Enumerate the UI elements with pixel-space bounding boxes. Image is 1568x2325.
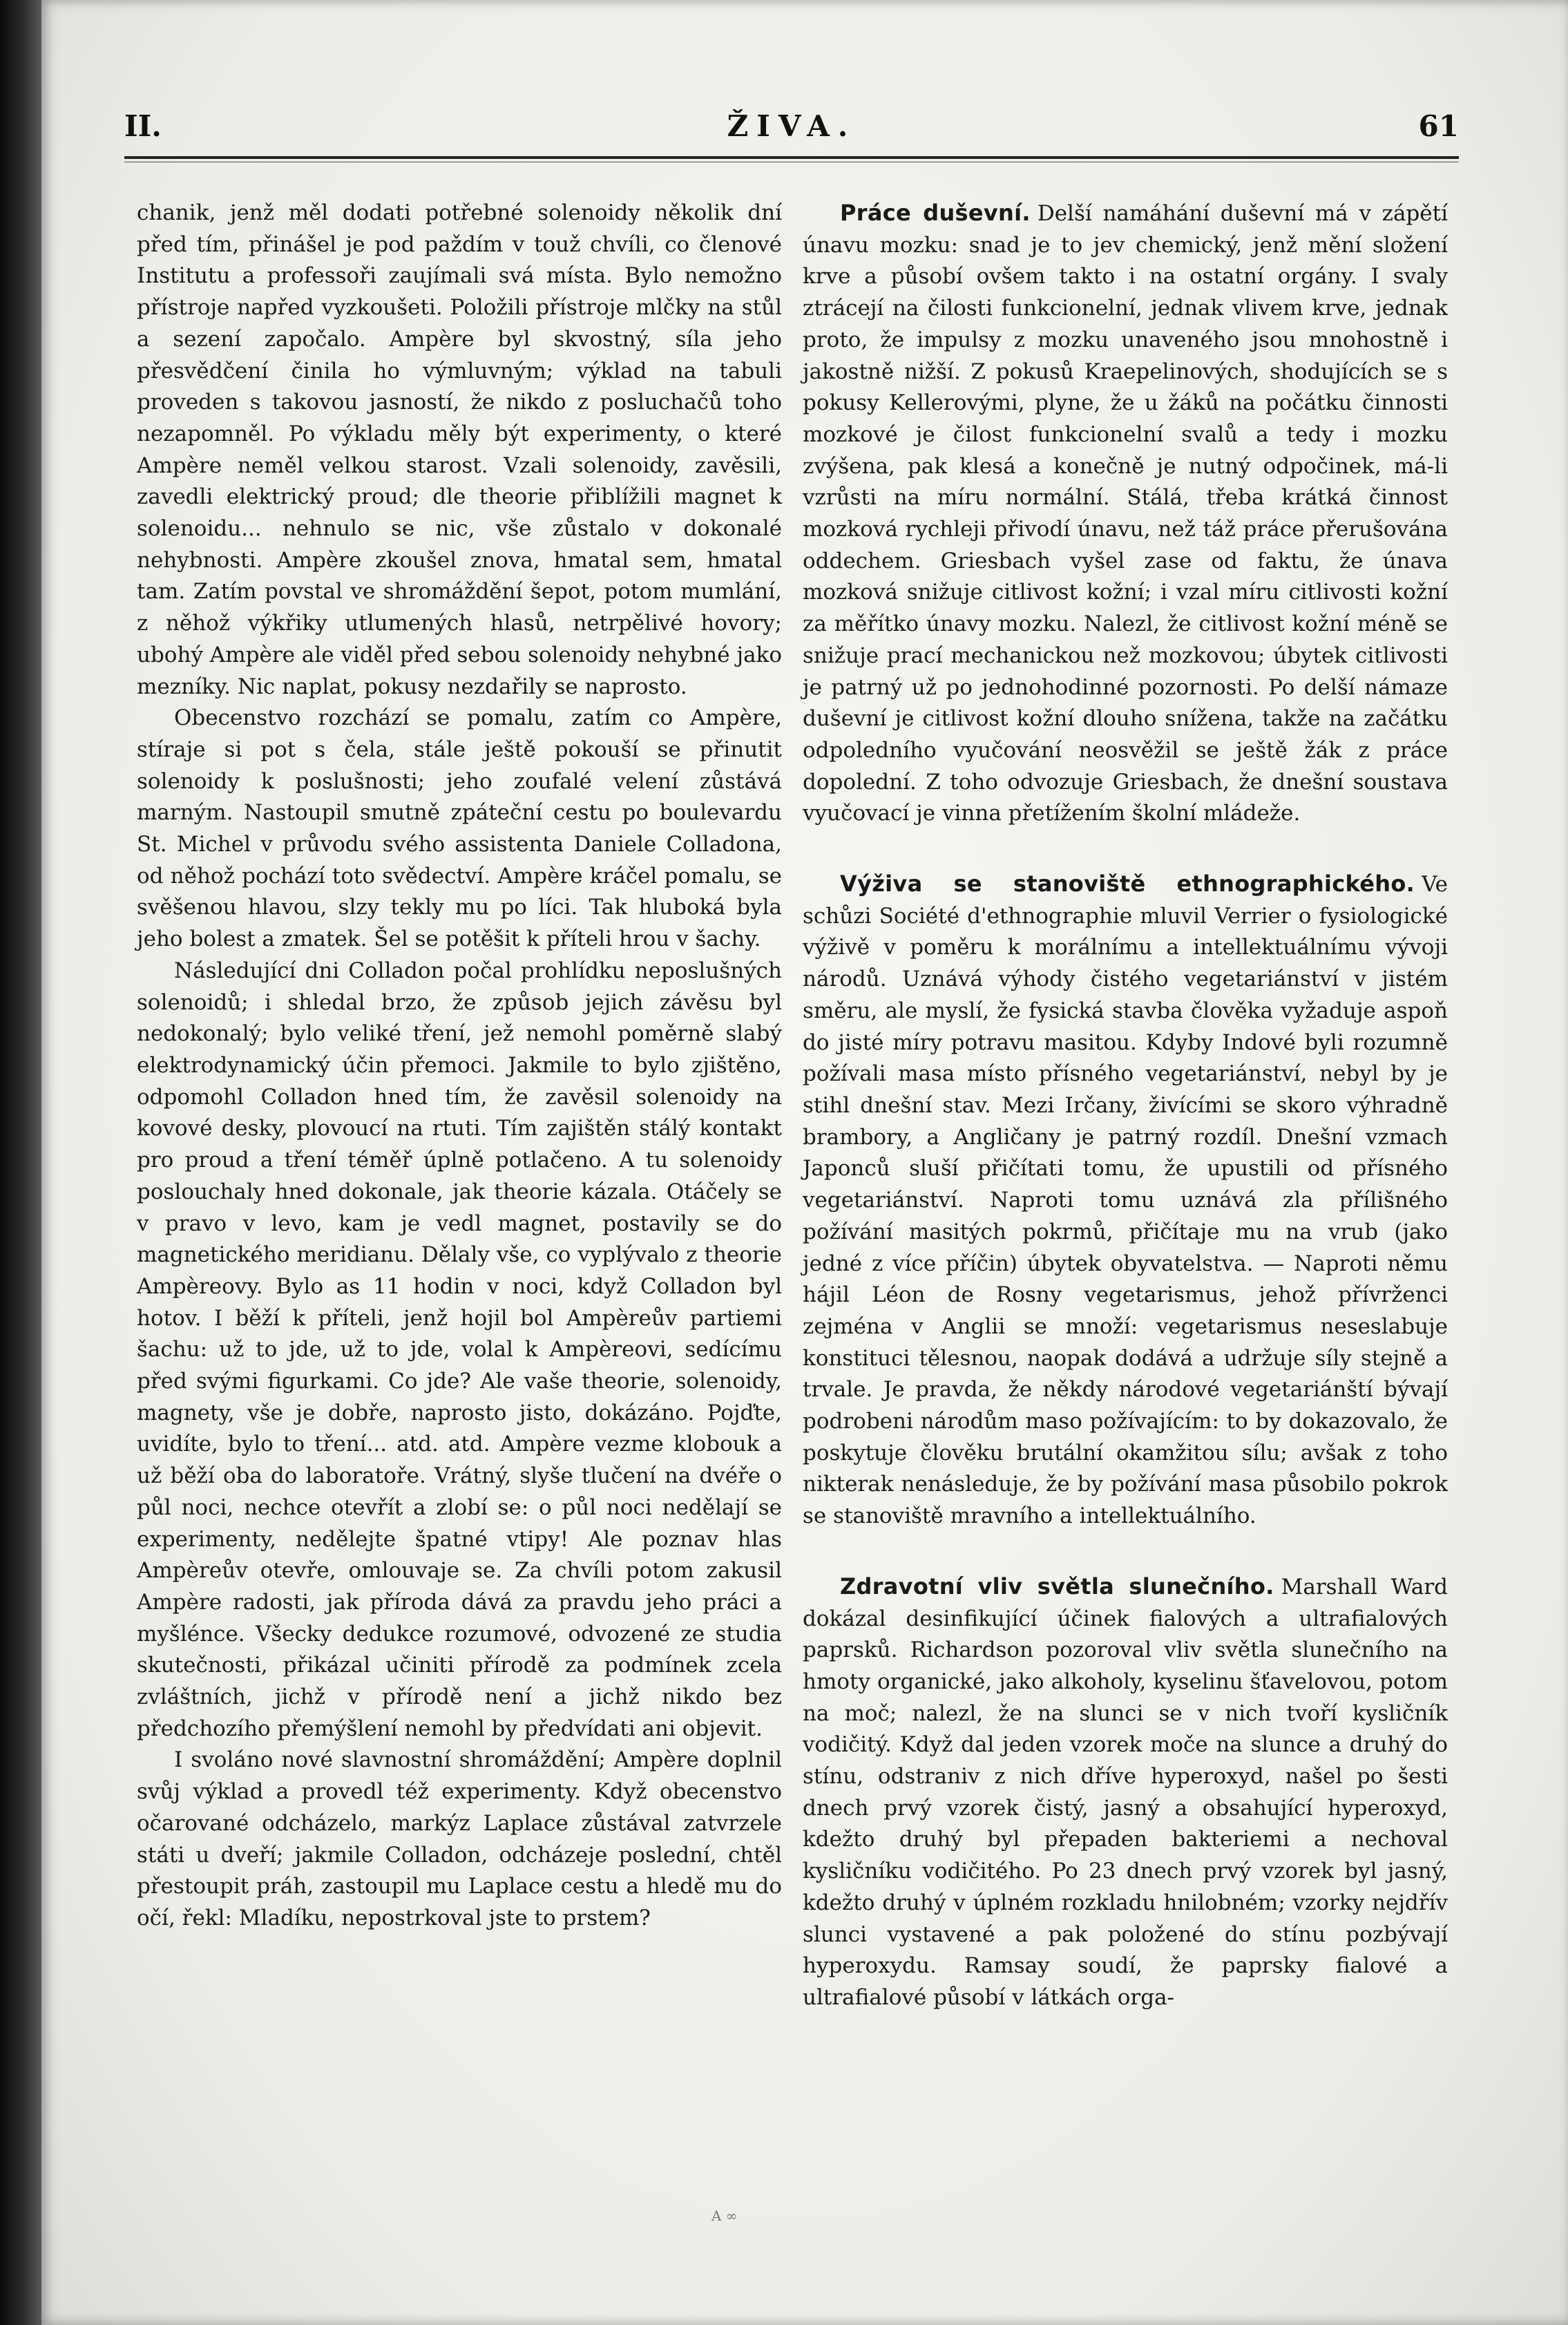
article-prace-dusevni — [803, 198, 1448, 830]
article-heading: Práce duševní. — [840, 200, 1031, 226]
article-heading: Výživa se stanoviště ethnographického. — [840, 871, 1415, 898]
article-zdravotni-vliv — [803, 1571, 1448, 2014]
running-header — [124, 109, 1459, 152]
article-body: Delší namáhání duševní má v zápětí únavu mozku: snad je to jev chemický, jenž mění složení krve a působí ovšem takto i na ostatní orgány. I svaly ztrácejí na čilosti funkcionelní, jednak vlivem krve, jednak proto, že impulsy z mozku unaveného jsou mnohostně i jakostně nižší. Z pokusů Kraepelinových, shodujících se s pokusy Kellerovými, plyne, že u žáků na počátku činnosti mozkové je čilost funkcionelní svalů a tedy i mozku zvýšena, pak klesá a konečně je nutný odpočinek, má-li vzrůsti na míru normální. Stálá, třeba krátká činnost mozková rychleji přivodí únavu, než táž práce přerušována oddechem. Griesbach vyšel zase od faktu, že únava mozková snižuje citlivost kožní; i vzal míru citlivosti kožní za měřítko únavy mozku. Nalezl, že citlivost kožní méně se snižuje prací mechanickou než mozkovou; úbytek citlivosti je patrný už po jednohodinné pozornosti. Po delší námaze duševní je citlivost kožní dlouho snížena, takže na začátku odpoledního vyučování neosvěžil se ještě žák z práce dopolední. Z toho odvozuje Griesbach, že dnešní soustava vyučovací je vinna přetížením školní mládeže. — [803, 201, 1448, 826]
left-column — [137, 198, 782, 1935]
page-number: 61 — [1418, 109, 1459, 143]
paragraph: I svoláno nové slavnostní shromáždění; Ampère doplnil svůj výklad a provedl též experimenty. Když obecenstvo očarované odcházelo, markýz Laplace zůstával zatvrzele státi u dveří; jakmile Colladon, odcházeje poslední, chtěl přestoupit práh, zastoupil mu Laplace cestu a hledě mu do očí, řekl: Mladíku, nepostrkoval jste to prstem? — [137, 1747, 782, 1930]
article-body: Marshall Ward dokázal desinfikující účinek fialových a ultrafialových paprsků. Richardson pozoroval vliv světla slunečního na hmoty organické, jako alkoholy, kyselinu šťavelovou, potom na moč; nalezl, že na slunci se v nich tvoří kysličník vodičitý. Když dal jeden vzorek moče na slunce a druhý do stínu, odstraniv z nich dříve hyperoxyd, našel po šesti dnech prvý vzorek čistý, jasný a obsahující hyperoxyd, kdežto druhý byl přepaden bakteriemi a nechoval kysličníku vodičitého. Po 23 dnech prvý vzorek byl jasný, kdežto druhý v úplném rozkladu hnilobném; vzorky nejdřív slunci vystavené a pak položené do stínu pozbývají hyperoxydu. Ramsay soudí, že paprsky fialové a ultrafialové působí v látkách orga- — [803, 1574, 1448, 2010]
right-column — [803, 198, 1448, 2014]
header-rule — [124, 156, 1459, 159]
journal-title: ŽIVA. — [727, 109, 857, 143]
printer-mark: A ∞ — [711, 2208, 738, 2224]
article-vyziva — [803, 869, 1448, 1532]
paragraph-continued: chanik, jenž měl dodati potřebné solenoidy několik dní před tím, přinášel je pod paždím v touž chvíli, co členové Institutu a professoři zaujímali svá místa. Bylo nemožno přístroje napřed vyzkoušeti. Položili přístroje mlčky na stůl a sezení započalo. Ampère byl skvostný, síla jeho přesvědčení činila ho výmluvným; výklad na tabuli proveden s takovou jasností, že nikdo z posluchačů toho nezapomněl. Po výkladu měly být experimenty, o které Ampère neměl velkou starost. Vzali solenoidy, zavěsili, zavedli elektrický proud; dle theorie přiblížili magnet k solenoidu... nehnulo se nic, vše zůstalo v dokonalé nehybnosti. Ampère zkoušel znova, hmatal sem, hmatal tam. Zatím povstal ve shromáždění šepot, potom mumlání, z něhož výkřiky utlumených hlasů, netrpělivé hovory; ubohý Ampère ale viděl před sebou solenoidy nehybné jako mezníky. Nic naplat, pokusy nezdařily se naprosto. — [137, 200, 782, 699]
article-heading: Zdravotní vliv světla slunečního. — [840, 1573, 1274, 1600]
paragraph: Následující dni Colladon počal prohlídku neposlušných solenoidů; i shledal brzo, že způsob jejich závěsu byl nedokonalý; bylo veliké tření, jež nemohl poměrně slabý elektrodynamický účin přemoci. Jakmile to bylo zjištěno, odpomohl Colladon hned tím, že zavěsil solenoidy na kovové desky, plovoucí na rtuti. Tím zajištěn stálý kontakt pro proud a tření téměř úplně potlačeno. A tu solenoidy poslouchaly hned dokonale, jak theorie kázala. Otáčely se v pravo v levo, kam je vedl magnet, postavily se do magnetického meridianu. Dělaly vše, co vyplývalo z theorie Ampèreovy. Bylo as 11 hodin v noci, když Colladon byl hotov. I běží k příteli, jenž hojil bol Ampèreův partiemi šachu: už to jde, už to jde, volal k Ampèreovi, sedícímu před svými figurkami. Co jde? Ale vaše theorie, solenoidy, magnety, vše je dobře, naprosto jisto, dokázáno. Pojďte, uvidíte, bylo to tření... atd. atd. Ampère vezme klobouk a už běží oba do laboratoře. Vrátný, slyše tlučení na dvéře o půl noci, nechce otevřít a zlobí se: o půl noci nedělají se experimenty, nedělejte špatné vtipy! Ale poznav hlas Ampèreův otevře, omlouvaje se. Za chvíli potom zakusil Ampère radosti, jak příroda dává za pravdu jeho práci a myšlénce. Všecky dedukce rozumové, odvozené ze studia skutečnosti, přikázal učiniti přírodě za podmínek zcela zvláštních, jichž v přírodě není a jichž nikdo bez předchozího přemýšlení nemohl by předvídati ani objevit. — [137, 958, 782, 1741]
book-spine-shadow — [0, 0, 41, 2325]
volume-number: II. — [124, 109, 162, 143]
paragraph: Obecenstvo rozchází se pomalu, zatím co Ampère, stíraje si pot s čela, stále ještě pokouší se přinutit solenoidy k poslušnosti; jeho zoufalé velení zůstává marným. Nastoupil smutně zpáteční cestu po boulevardu St. Michel v průvodu svého assistenta Daniele Colladona, od něhož pochází toto svědectví. Ampère kráčel pomalu, se svěšenou hlavou, slzy tekly mu po líci. Tak hluboká byla jeho bolest a zmatek. Šel se potěšit k příteli hrou v šachy. — [137, 705, 782, 952]
article-body: Ve schůzi Société d'ethnographie mluvil Verrier o fysiologické výživě v poměru k morálnímu a intellektuálnímu vývoji národů. Uznává výhody čistého vegetariánství v jistém směru, ale myslí, že fysická stavba člověka vyžaduje aspoň do jisté míry potravu masitou. Kdyby Indové byli rozumně požívali masa místo přísného vegetariánství, nebyl by je stihl dnešní stav. Mezi Irčany, živícími se skoro výhradně brambory, a Angličany je patrný rozdíl. Dnešní vzmach Japonců sluší přičítati tomu, že upustili od přísného vegetariánství. Naproti tomu uznává zla přílišného požívání masitých pokrmů, přičítaje mu na vrub (jako jedné z více příčin) úbytek obyvatelstva. — Naproti němu hájil Léon de Rosny vegetarismus, jehož přívrženci zejména v Anglii se množí: vegetarismus neseslabuje konstituci tělesnou, naopak dodává a udržuje síly stejně a trvale. Je pravda, že někdy národové vegetariánští bývají podrobeni národům maso požívajícím: to by dokazovalo, že poskytuje člověku brutální okamžitou sílu; avšak z toho nikterak nenásleduje, že by požívání masa působilo pokrok se stanoviště mravního a intellektuálního. — [803, 872, 1448, 1529]
